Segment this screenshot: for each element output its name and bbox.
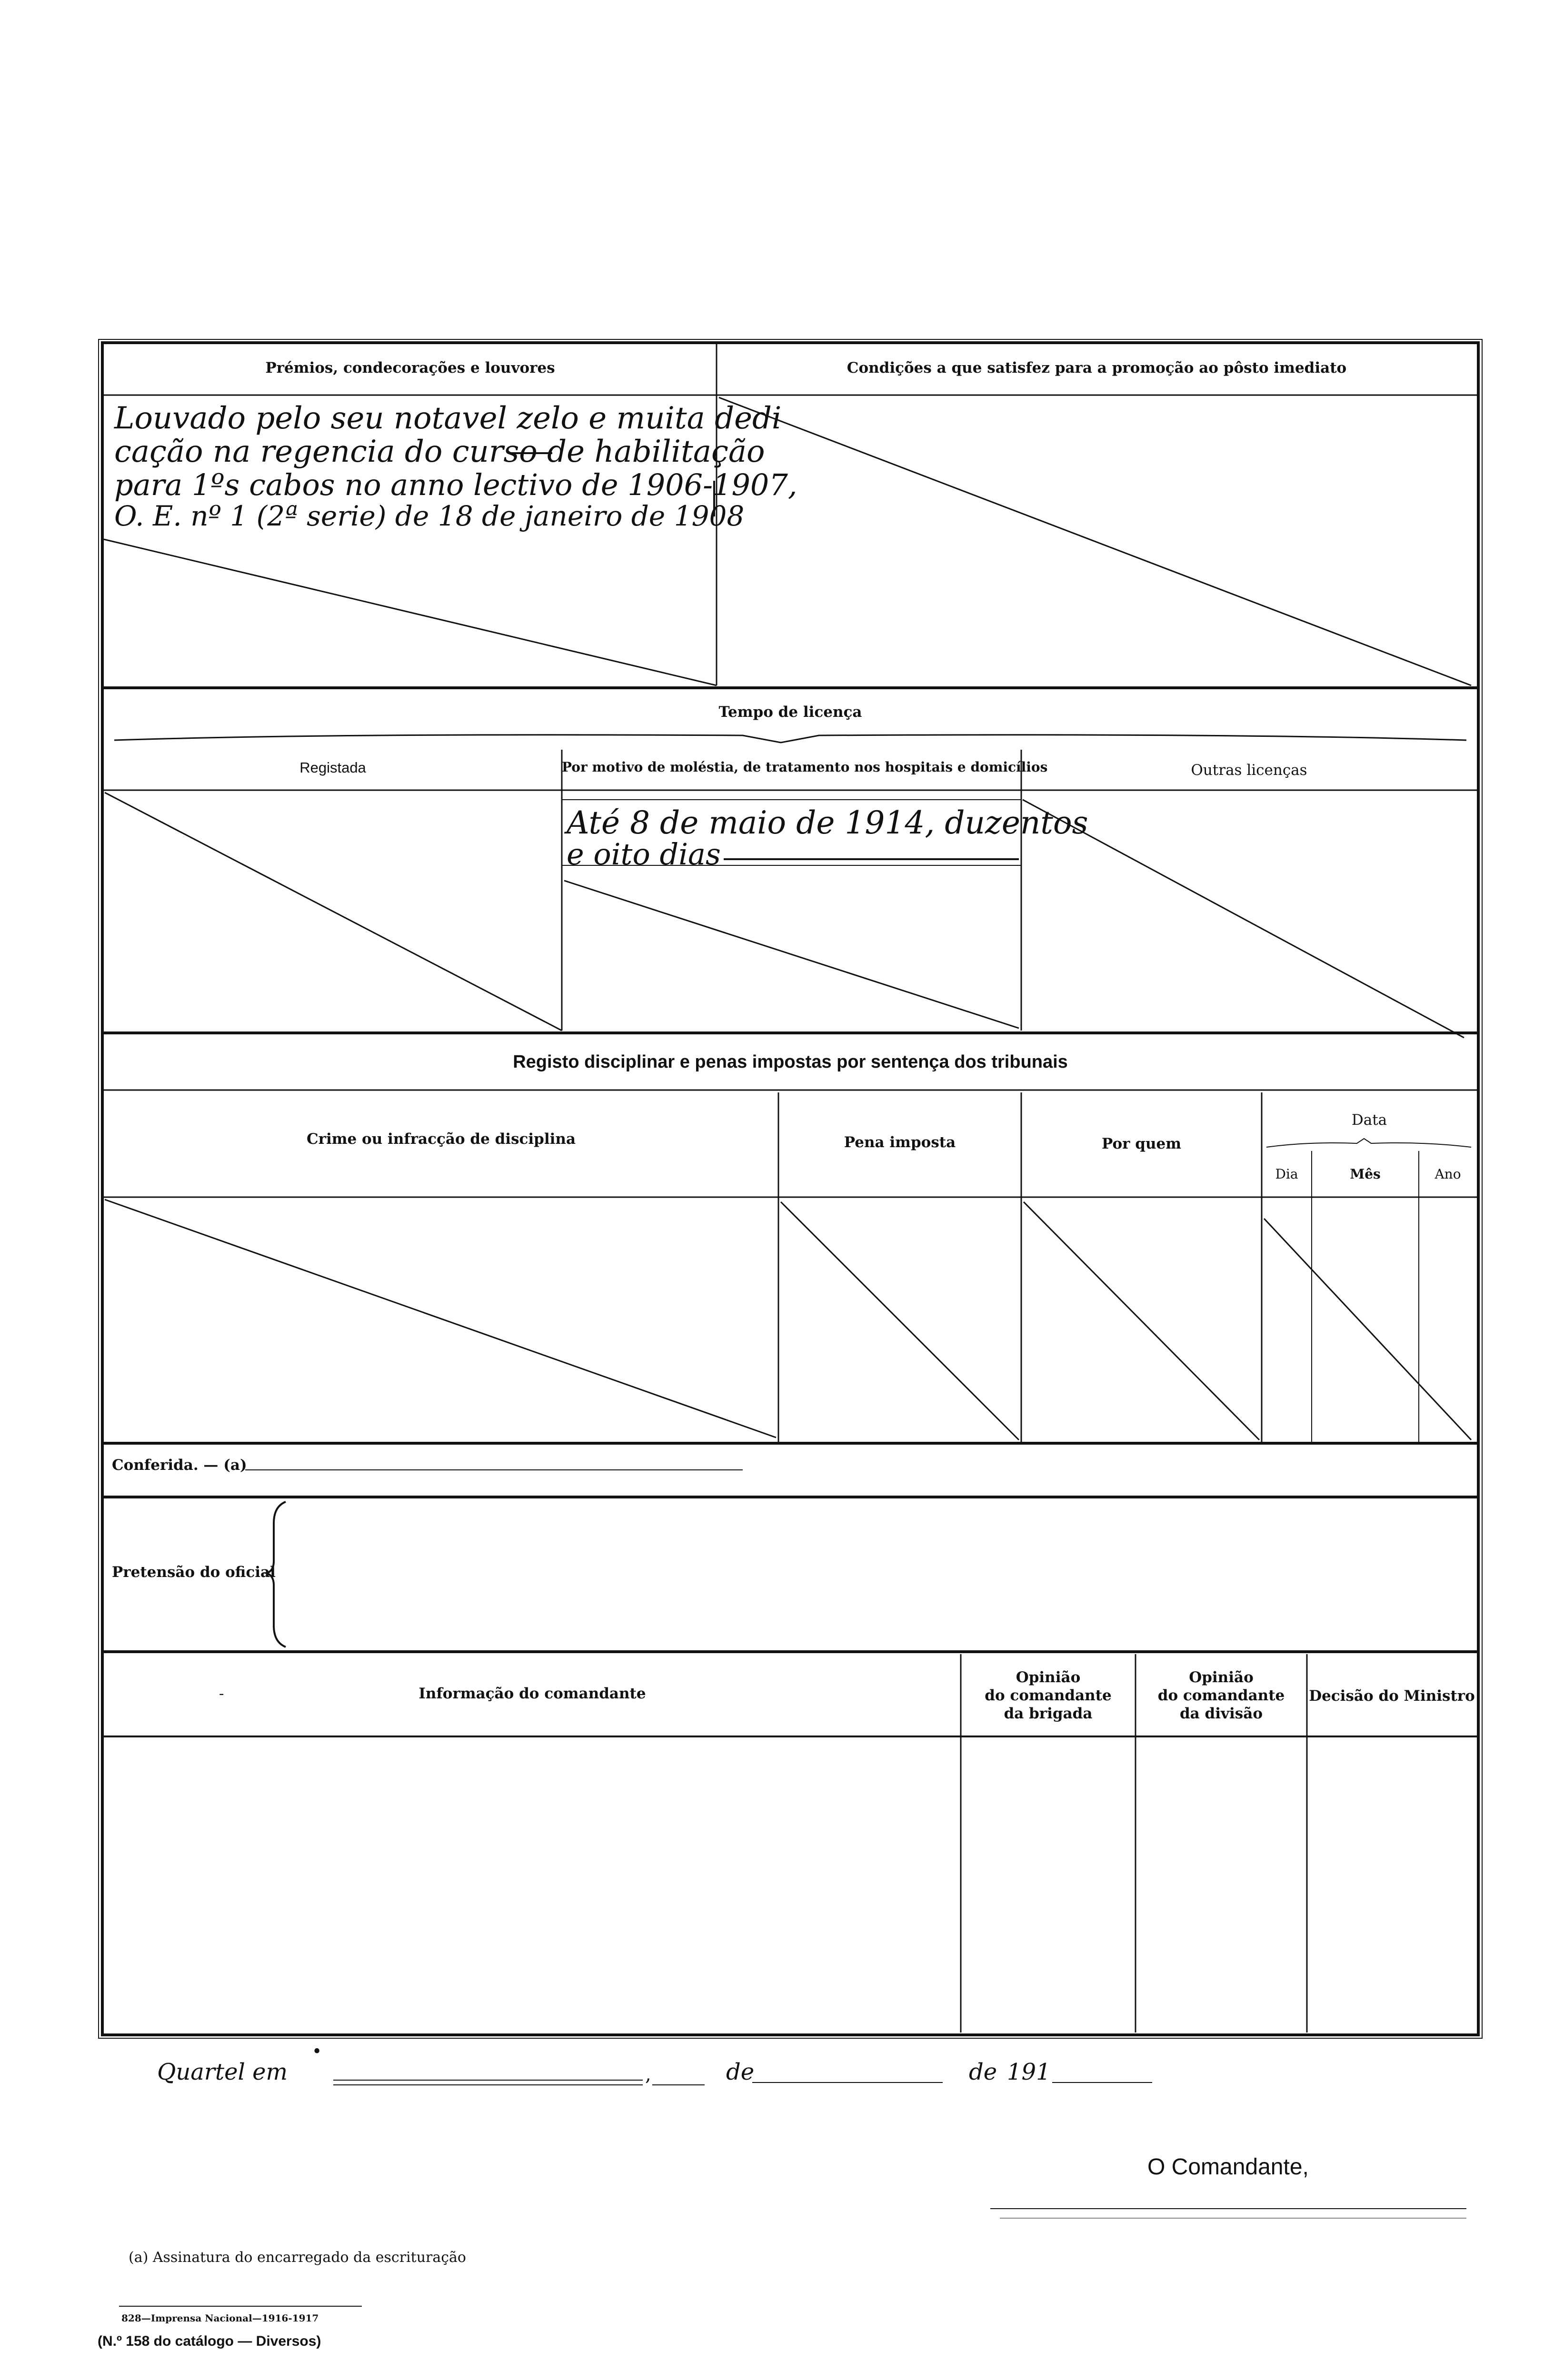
premios-entry-line: Louvado pelo seu notavel zelo e muita dedi — [114, 401, 782, 436]
year-prefix: 191 — [1007, 2059, 1051, 2085]
data-header: Data — [1351, 1111, 1387, 1129]
comma-mark: , — [645, 2063, 651, 2085]
footnote-a: (a) Assinatura do encarregado da escrituração — [129, 2249, 466, 2266]
licenca-molestia-header: Por motivo de moléstia, de tratamento nos hospitais e domicílios — [562, 759, 1048, 775]
printer-imprint: 828—Imprensa Nacional—1916-1917 — [121, 2312, 319, 2324]
quartel-label: Quartel em — [157, 2059, 288, 2085]
de-label-2: de — [969, 2059, 997, 2085]
pena-header: Pena imposta — [844, 1134, 956, 1151]
dot-mark: • — [312, 2042, 322, 2062]
premios-entry-line: para 1ºs cabos no anno lectivo de 1906-1907, — [114, 467, 797, 502]
outer-frame-inner-rule — [99, 339, 1482, 2038]
licenca-outras-header: Outras licenças — [1191, 762, 1307, 779]
condicoes-header: Condições a que satisfez para a promoção ao pôsto imediato — [847, 359, 1347, 377]
licenca-registada-header: Registada — [299, 759, 366, 776]
divisao-header: Opinião do comandante da divisão — [1157, 1669, 1285, 1722]
molestia-entry-line: Até 8 de maio de 1914, duzentos — [567, 804, 1088, 841]
outer-frame — [102, 343, 1478, 2035]
pretensao-label: Pretensão do oficial — [112, 1564, 276, 1581]
por-quem-header: Por quem — [1101, 1135, 1182, 1152]
dia-header: Dia — [1275, 1166, 1298, 1182]
ano-header: Ano — [1434, 1166, 1461, 1182]
ministro-header: Decisão do Ministro — [1309, 1687, 1475, 1705]
disciplinar-title: Registo disciplinar e penas impostas por sentença dos tribunais — [513, 1052, 1068, 1072]
licenca-title: Tempo de licença — [718, 704, 862, 721]
conferida-label: Conferida. — (a) — [112, 1457, 247, 1474]
catalog-number: (N.º 158 do catálogo — Diversos) — [98, 2333, 321, 2349]
premios-entry-line: O. E. nº 1 (2ª serie) de 18 de janeiro de 1908 — [114, 500, 745, 532]
brigada-header: Opinião do comandante da brigada — [985, 1669, 1112, 1722]
de-label-1: de — [726, 2059, 755, 2085]
premios-header: Prémios, condecorações e louvores — [265, 359, 555, 377]
crime-header: Crime ou infracção de disciplina — [306, 1130, 576, 1148]
informacao-header: Informação do comandante — [418, 1685, 646, 1702]
comandante-signature-label: O Comandante, — [1147, 2154, 1309, 2180]
molestia-entry-line: e oito dias — [567, 837, 721, 872]
premios-entry-line: cação na regencia do curso de habilitação — [114, 434, 765, 469]
dash-mark: - — [219, 1685, 224, 1702]
mes-header: Mês — [1350, 1166, 1381, 1182]
